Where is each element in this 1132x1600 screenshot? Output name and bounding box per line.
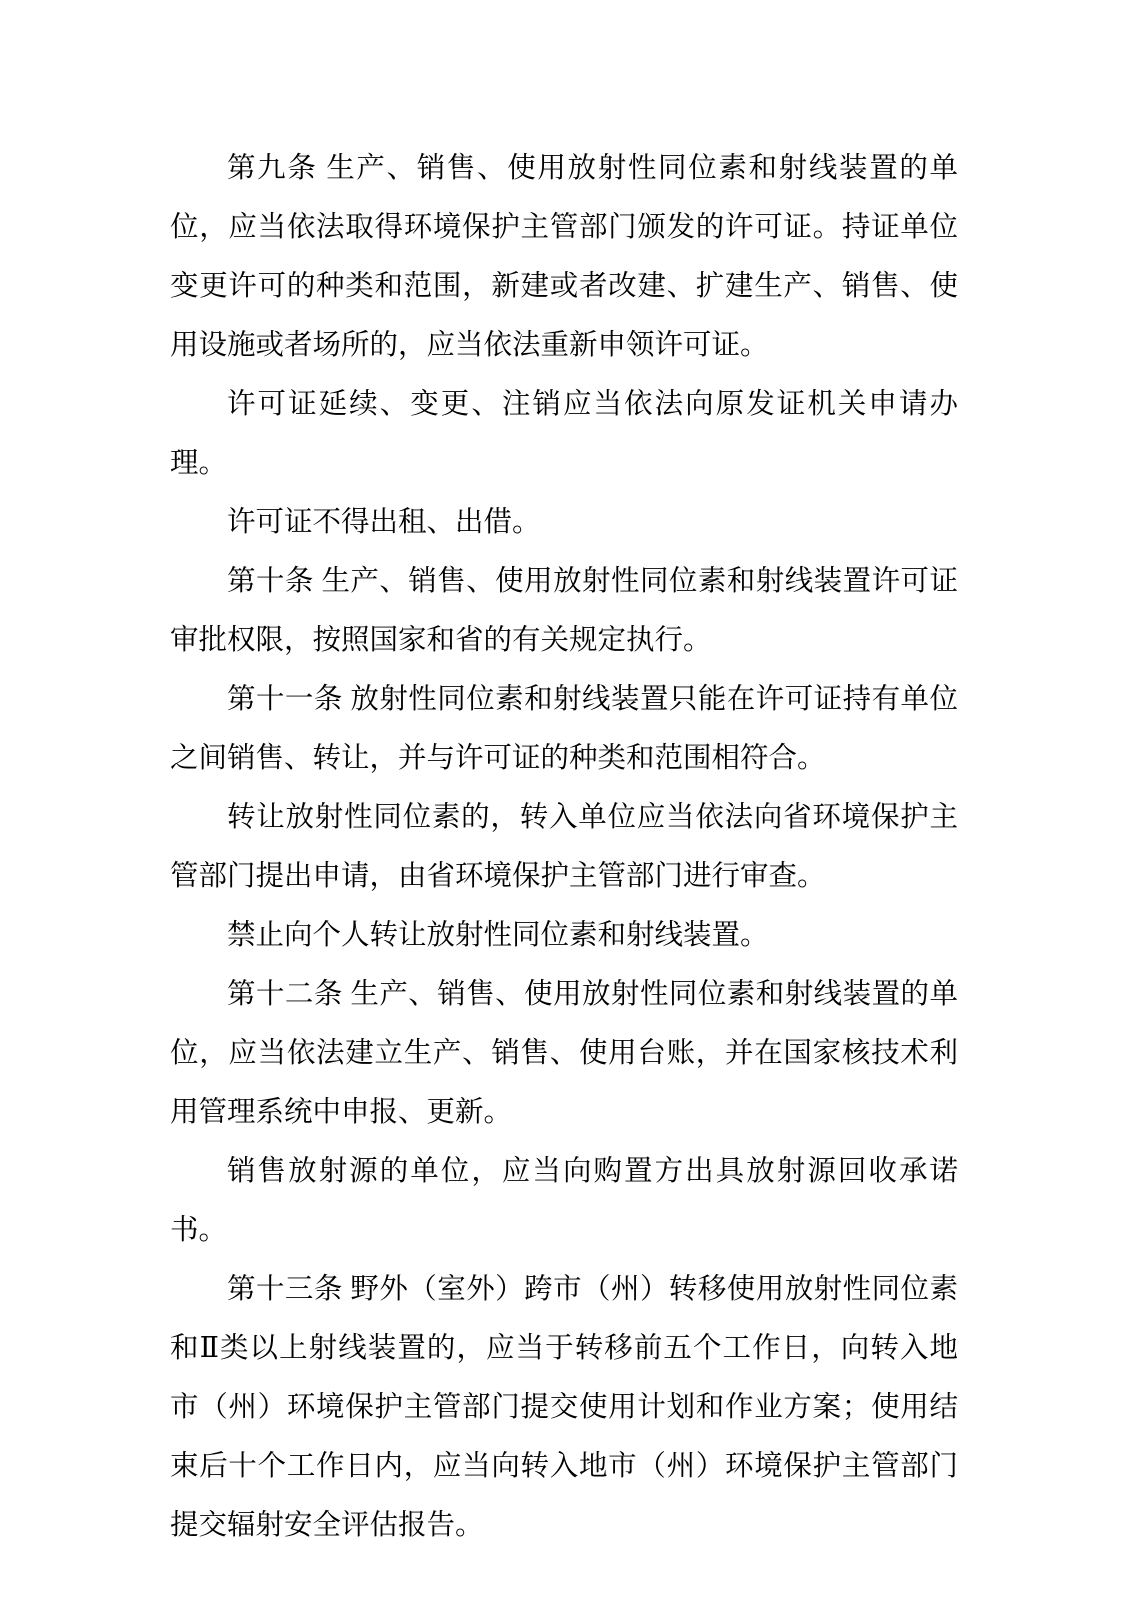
- paragraph-article-10: 第十条 生产、销售、使用放射性同位素和射线装置许可证审批权限，按照国家和省的有关规定执行。: [170, 566, 958, 656]
- paragraph-article-11: 第十一条 放射性同位素和射线装置只能在许可证持有单位之间销售、转让，并与许可证的种类和范围相符合。: [170, 684, 958, 774]
- paragraph-article-12: 第十二条 生产、销售、使用放射性同位素和射线装置的单位，应当依法建立生产、销售、使用台账，并在国家核技术利用管理系统中申报、更新。: [170, 979, 958, 1128]
- paragraph-license-renewal: 许可证延续、变更、注销应当依法向原发证机关申请办理。: [170, 389, 958, 479]
- paragraph-transfer-prohibition: 禁止向个人转让放射性同位素和射线装置。: [227, 920, 769, 951]
- paragraph-recycling-commitment: 销售放射源的单位，应当向购置方出具放射源回收承诺书。: [170, 1156, 958, 1246]
- paragraph-transfer-application: 转让放射性同位素的，转入单位应当依法向省环境保护主管部门提出申请，由省环境保护主管部门进行审查。: [170, 802, 958, 892]
- document-body: [170, 139, 958, 1555]
- paragraph-article-9: 第九条 生产、销售、使用放射性同位素和射线装置的单位，应当依法取得环境保护主管部门颁发的许可证。持证单位变更许可的种类和范围，新建或者改建、扩建生产、销售、使用设施或者场所的，应当依法重新申领许可证。: [170, 153, 958, 361]
- paragraph-article-13: 第十三条 野外（室外）跨市（州）转移使用放射性同位素和Ⅱ类以上射线装置的，应当于转移前五个工作日，向转入地市（州）环境保护主管部门提交使用计划和作业方案；使用结束后十个工作日内，应当向转入地市（州）环境保护主管部门提交辐射安全评估报告。: [170, 1274, 958, 1541]
- paragraph-license-no-lease: 许可证不得出租、出借。: [227, 507, 541, 538]
